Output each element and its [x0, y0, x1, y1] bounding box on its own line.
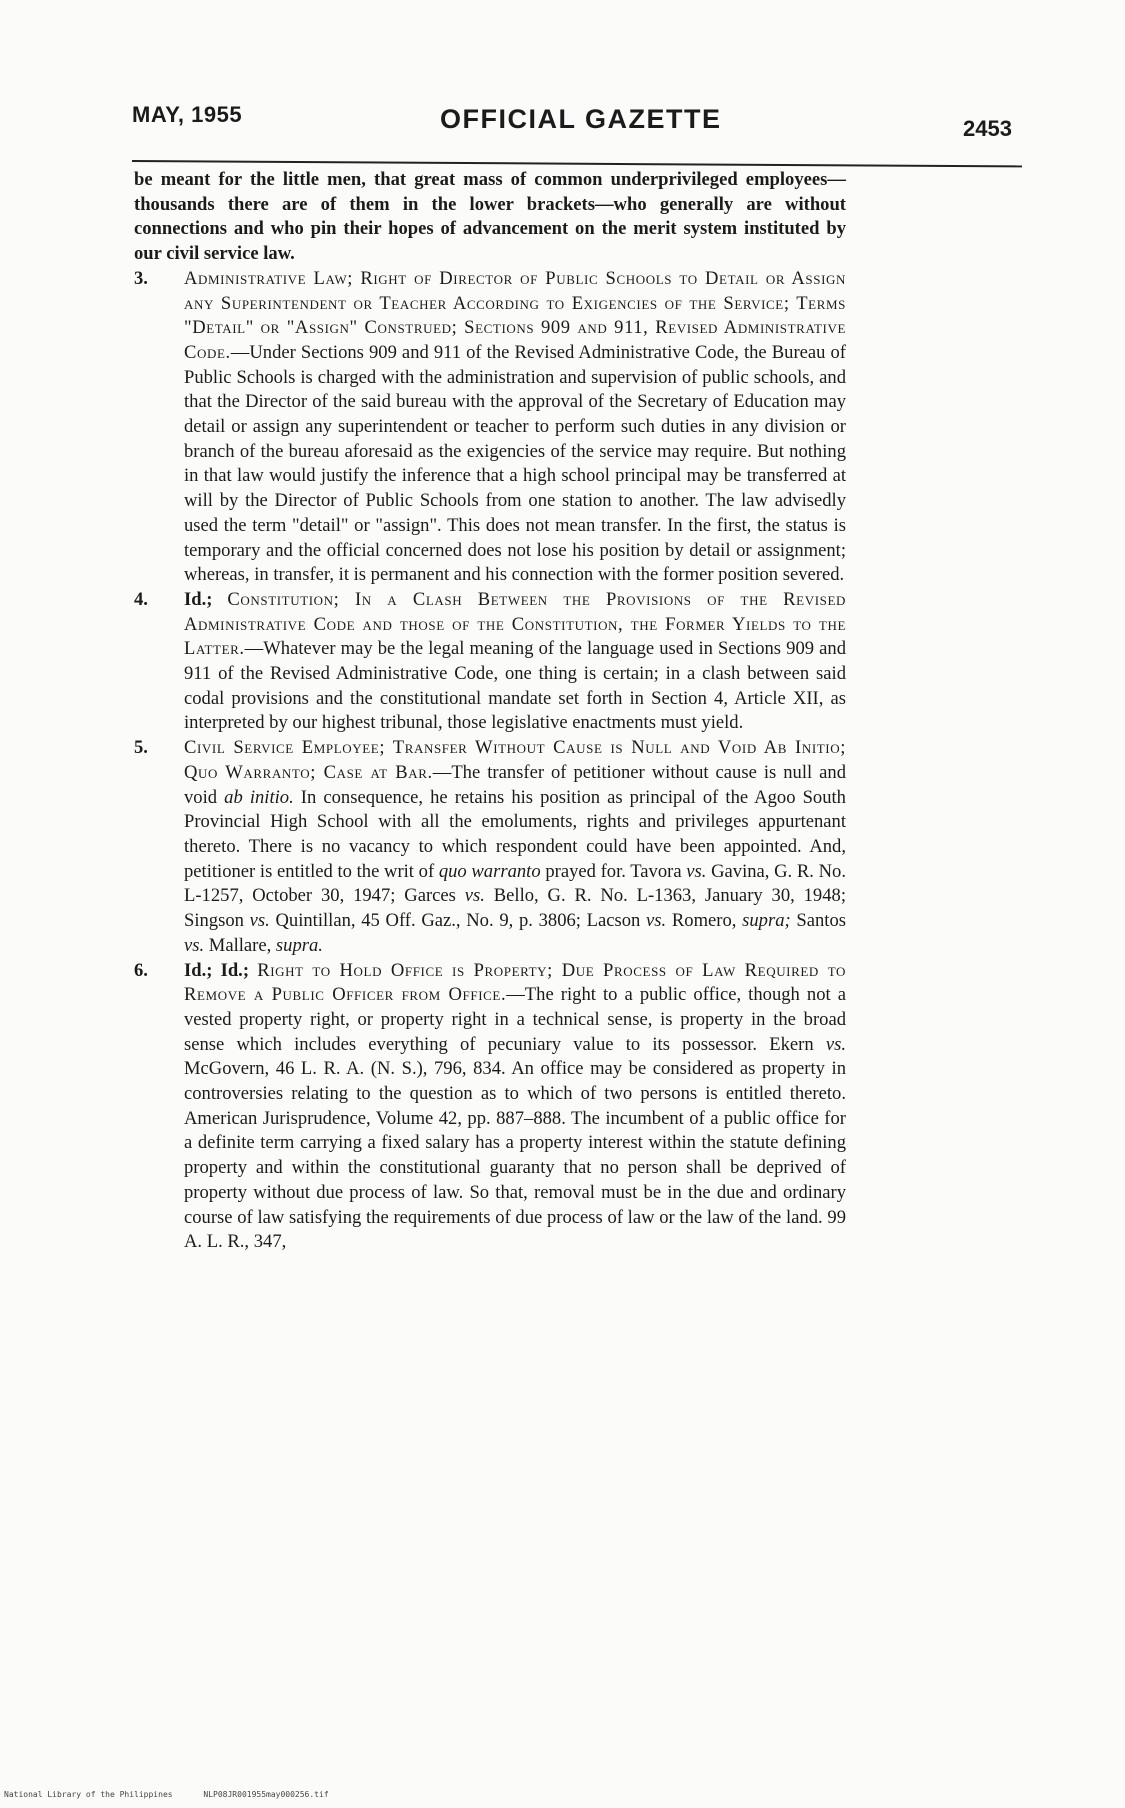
item-number: 4. [134, 588, 148, 610]
supra-ref: supra. [275, 934, 323, 956]
item-text: Romero, [666, 910, 743, 932]
item-heading-prefix: Id.; [184, 588, 213, 610]
intro-paragraph: be meant for the little men, that great mass of common underprivileged employees—thousands there are of them in the lower brackets—who generally are without connections and who pin their hopes of advancement on the merit system instituted by our civil service law. [134, 169, 846, 265]
syllabus-item-6 [134, 959, 846, 1255]
versus-abbrev: vs. [184, 934, 205, 956]
item-text: —Under Sections 909 and 911 of the Revised Administrative Code, the Bureau of Public Schools is charged with the administration and supervision of public schools, and that the Director of the said bureau with the approval of the Secretary of Education may detail or assign any superintendent or teacher to perform such duties in any division or branch of the bureau aforesaid as the exigencies of the service may require. But nothing in that law would justify the inference that a high school principal may be transferred at will by the Director of Public Schools from one station to another. The law advisedly used the term "detail" or "assign". This does not mean transfer. In the first, the status is temporary and the official concerned does not lose his position by detail or assignment; whereas, in transfer, it is permanent and his connection with the former position severed. [184, 341, 846, 586]
page-number: 2453 [963, 116, 1012, 141]
publication-title: OFFICIAL GAZETTE [440, 104, 722, 134]
item-number: 6. [134, 959, 148, 981]
italic-term: quo warranto [438, 860, 541, 882]
italic-term: ab initio. [224, 786, 294, 808]
item-text: Mallare, [204, 934, 276, 956]
item-heading: Right to Hold Office is Property; Due Process of Law Required to Remove a Public Officer from Office. [184, 959, 846, 1006]
item-text: In consequence, he retains his position as principal of the Agoo South Provincial High School with all the emoluments, rights and privileges appurtenant thereto. There is no vacancy to which respondent could have been appointed. And, petitioner is entitled to the writ of [184, 786, 846, 882]
versus-abbrev: vs. [686, 860, 707, 882]
library-credit: National Library of the Philippines [4, 1790, 173, 1799]
issue-date: MAY, 1955 [132, 102, 243, 127]
item-text: prayed for. Tavora [540, 860, 687, 882]
versus-abbrev: vs. [249, 910, 270, 932]
header-rule [132, 160, 1022, 167]
versus-abbrev: vs. [646, 910, 667, 932]
scan-filename: NLP08JR001955may000256.tif [203, 1790, 329, 1799]
scan-footer [4, 1790, 355, 1799]
item-heading: Civil Service Employee; Transfer Without Cause is Null and Void Ab Initio; Quo Warranto; Case at Bar. [184, 737, 846, 783]
item-text: —The right to a public office, though not a vested property right, or property right in a technical sense, is property in the broad sense which includes everything of pecuniary value to its possessor. Ekern [184, 984, 847, 1055]
supra-ref: supra; [742, 910, 791, 932]
item-text: —Whatever may be the legal meaning of the language used in Sections 909 and 911 of the Revised Administrative Code, one thing is certain; in a clash between said codal provisions and the constitutional mandate set forth in Section 4, Article XII, as interpreted by our highest tribunal, those legislative enactments must yield. [184, 638, 846, 734]
item-heading-prefix: Id.; Id.; [184, 959, 250, 981]
item-number: 3. [134, 267, 148, 289]
versus-abbrev: vs. [464, 885, 485, 907]
syllabus-body [134, 168, 846, 1255]
item-text: Gavina, G. R. No. L-1257, October 30, 1947; Garces [184, 860, 846, 907]
item-text: —The transfer of petitioner without cause is null and void [184, 761, 846, 808]
item-heading: Constitution; In a Clash Between the Provisions of the Revised Administrative Code and those of the Constitution, the Former Yields to the Latter. [184, 588, 847, 660]
page-header [132, 96, 1022, 146]
item-text: McGovern, 46 L. R. A. (N. S.), 796, 834. An office may be considered as property in controversies relating to the question as to which of two persons is entitled thereto. American Jurisprudence, Volume 42, pp. 887–888. The incumbent of a public office for a definite term carrying a fixed salary has a property interest within the statute defining property and within the constitutional guaranty that no person shall be deprived of property without due process of law. So that, removal must be in the due and ordinary course of law satisfying the requirements of due process of law or the law of the land. 99 A. L. R., 347, [184, 1058, 846, 1253]
item-text: Quintillan, 45 Off. Gaz., No. 9, p. 3806; Lacson [269, 910, 647, 932]
item-number: 5. [134, 737, 148, 759]
item-heading: Administrative Law; Right of Director of Public Schools to Detail or Assign any Superintendent or Teacher According to Exigencies of the Service; Terms "Detail" or "Assign" Construed; Sections 909 and 911, Revised Administrative Code. [184, 267, 846, 363]
syllabus-item-4 [134, 588, 846, 736]
versus-abbrev: vs. [825, 1033, 846, 1055]
item-text: Bello, G. R. No. L-1363, January 30, 1948; Singson [184, 885, 846, 932]
item-text: Santos [790, 910, 846, 932]
syllabus-item-5 [134, 736, 846, 958]
syllabus-item-3 [134, 267, 846, 588]
